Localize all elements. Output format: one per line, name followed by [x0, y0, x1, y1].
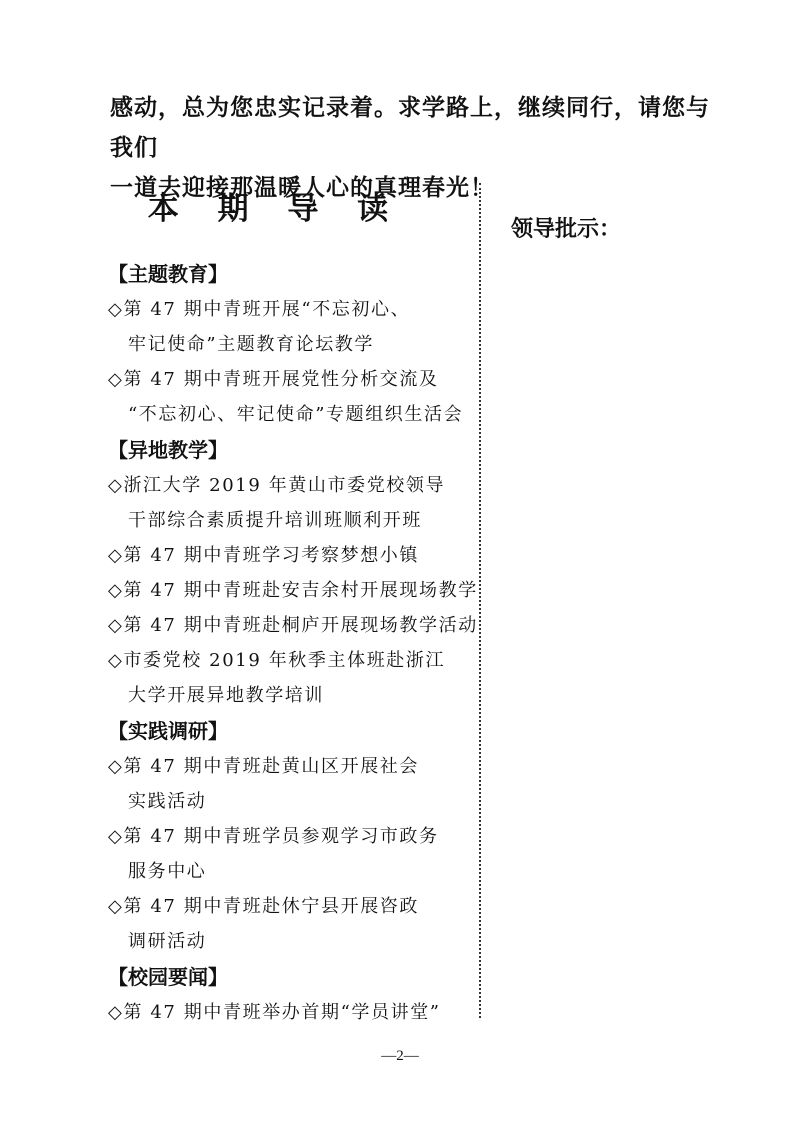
- toc-section-heading: 【校园要闻】: [108, 965, 228, 989]
- toc-section-heading: 【异地教学】: [108, 438, 228, 462]
- toc-item: [108, 749, 468, 819]
- toc-item-line: 服务中心: [128, 861, 207, 882]
- toc-item-line: ◇第 47 期中青班赴黄山区开展社会: [108, 756, 419, 777]
- toc-item: [108, 819, 468, 889]
- toc-item-line: ◇第 47 期中青班学习考察梦想小镇: [108, 545, 419, 566]
- page-number: —2—: [381, 1048, 419, 1064]
- toc-item-line: 牢记使命”主题教育论坛教学: [128, 334, 375, 355]
- toc-section-heading: 【实践调研】: [108, 719, 228, 743]
- toc-item-line: ◇第 47 期中青班学员参观学习市政务: [108, 826, 439, 847]
- toc-item-line: ◇市委党校 2019 年秋季主体班赴浙江: [108, 650, 446, 671]
- toc-item: [108, 995, 468, 1030]
- toc-item: [108, 538, 468, 573]
- toc-item-line: 调研活动: [128, 931, 207, 952]
- toc-item: [108, 573, 478, 608]
- toc-item: [108, 608, 478, 643]
- toc-section-heading: 【主题教育】: [108, 262, 228, 286]
- dotted-divider: [479, 183, 481, 1018]
- intro-line: 一道去迎接那温暖人心的真理春光！: [110, 175, 494, 201]
- toc-item: [108, 468, 468, 538]
- toc-title: 本 期 导 读: [147, 191, 403, 227]
- toc-item-line: 大学开展异地教学培训: [128, 685, 324, 706]
- leader-instruction-label: 领导批示：: [511, 217, 622, 242]
- toc-item: [108, 292, 468, 362]
- toc-item-line: ◇第 47 期中青班开展“不忘初心、: [108, 299, 411, 320]
- toc-item-line: “不忘初心、牢记使命”专题组织生活会: [128, 404, 464, 425]
- intro-line: 感动，总为您忠实记录着。求学路上，继续同行，请您与我们: [110, 95, 710, 161]
- toc-item-line: ◇第 47 期中青班开展党性分析交流及: [108, 369, 439, 390]
- toc-item-line: ◇浙江大学 2019 年黄山市委党校领导: [108, 475, 446, 496]
- toc-item-line: ◇第 47 期中青班赴安吉余村开展现场教学: [108, 580, 478, 601]
- toc-item: [108, 362, 468, 432]
- toc-item: [108, 889, 468, 959]
- toc-item: [108, 643, 468, 713]
- table-of-contents: [108, 256, 478, 1030]
- toc-item-line: ◇第 47 期中青班赴休宁县开展咨政: [108, 896, 419, 917]
- toc-item-line: ◇第 47 期中青班赴桐庐开展现场教学活动: [108, 615, 478, 636]
- toc-item-line: 干部综合素质提升培训班顺利开班: [128, 510, 422, 531]
- toc-item-line: ◇第 47 期中青班举办首期“学员讲堂”: [108, 1002, 441, 1023]
- toc-item-line: 实践活动: [128, 791, 207, 812]
